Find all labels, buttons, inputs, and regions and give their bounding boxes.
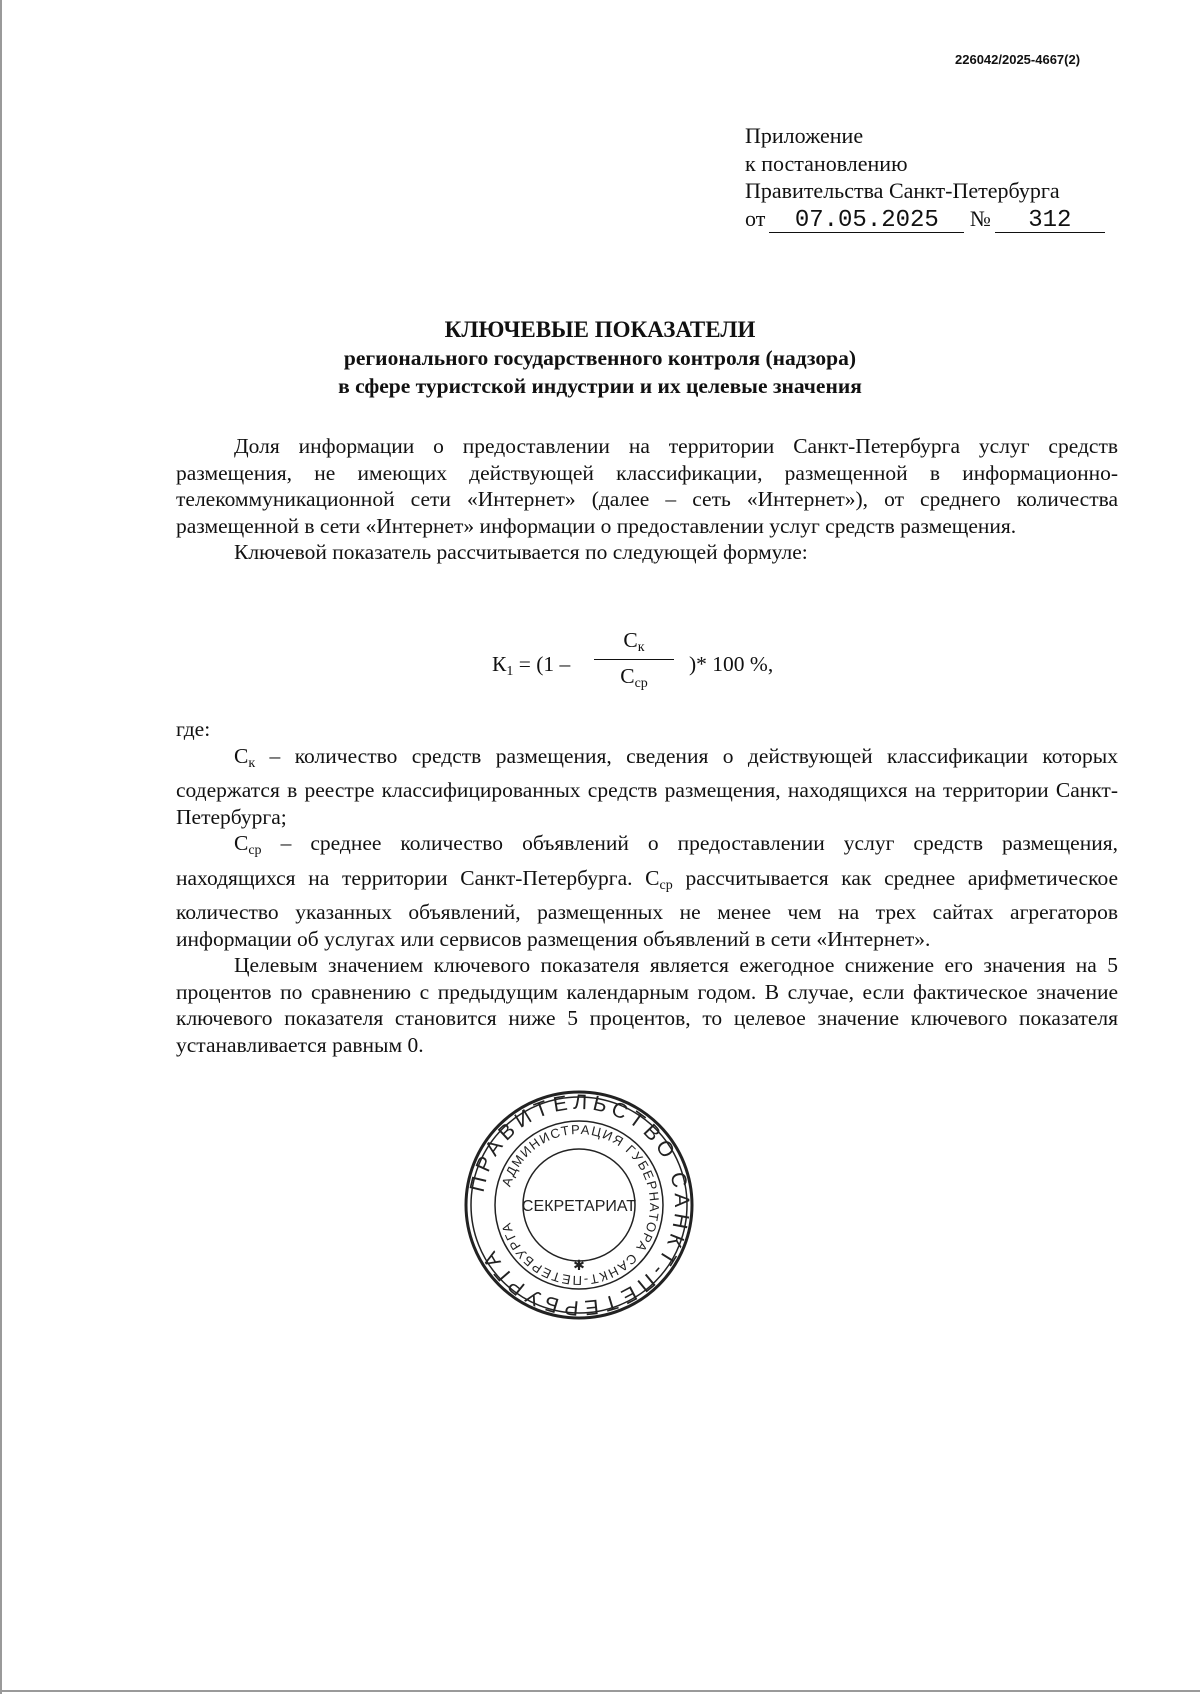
seal-center-text: СЕКРЕТАРИАТ bbox=[521, 1198, 637, 1215]
seal-star-icon: ✱ bbox=[573, 1257, 585, 1273]
formula-numerator: $С_к$ bbox=[623, 628, 645, 655]
paragraph-formula-intro: Ключевой показатель рассчитывается по следующей формуле: bbox=[234, 540, 808, 564]
resolution-number: 312 bbox=[995, 210, 1105, 233]
from-label: от bbox=[745, 205, 766, 231]
appendix-line-1: Приложение bbox=[745, 123, 864, 148]
official-seal bbox=[464, 1090, 694, 1320]
formula-right-side: )* 100 %, bbox=[689, 652, 774, 676]
scan-edge-left bbox=[0, 0, 2, 1694]
seal-outer-text: ПРАВИТЕЛЬСТВО САНКТ-ПЕТЕРБУРГА bbox=[465, 1090, 694, 1320]
scan-edge-bottom bbox=[0, 1690, 1200, 1692]
formula-denominator: $С_{ср}$ bbox=[620, 664, 648, 691]
where-label: где: bbox=[176, 717, 211, 741]
number-label: № bbox=[969, 205, 991, 231]
title-line-1: КЛЮЧЕВЫЕ ПОКАЗАТЕЛИ bbox=[444, 317, 756, 342]
body-bottom bbox=[176, 716, 1118, 1058]
seal-inner-text: АДМИНИСТРАЦИЯ ГУБЕРНАТОРА САНКТ-ПЕТЕРБУРГА bbox=[498, 1121, 663, 1289]
document-title bbox=[0, 316, 1200, 400]
paragraph-ck: $С_к$ – количество средств размещения, сведения о действующей классификации которых содержатся в реестре классифицированных средств размещения, находящихся на территории Санкт-Петербурга; bbox=[176, 743, 1118, 829]
title-line-3: в сфере туристской индустрии и их целевые значения bbox=[338, 374, 862, 398]
formula-left-side: $К_1 = (1$ – bbox=[492, 652, 571, 679]
appendix-line-2: к постановлению bbox=[745, 150, 908, 176]
resolution-date: 07.05.2025 bbox=[769, 210, 964, 233]
formula-fraction bbox=[594, 625, 674, 700]
document-number: 226042/2025-4667(2) bbox=[955, 52, 1081, 67]
appendix-line-3: Правительства Санкт-Петербурга bbox=[745, 178, 1060, 203]
paragraph-target-value: Целевым значением ключевого показателя является ежегодное снижение его значения на 5 процентов по сравнению с предыдущим календарным годом. В случае, если фактическое значение ключевого показателя становится ниже 5 процентов, то целевое значение ключевого показателя устанавливается равным 0. bbox=[176, 953, 1118, 1057]
title-line-2: регионального государственного контроля (надзора) bbox=[343, 346, 857, 370]
appendix-block bbox=[745, 122, 1105, 233]
paragraph-definition: Доля информации о предоставлении на территории Санкт-Петербурга услуг средств размещения, не имеющих действующей классификации, размещенной в информационно-телекоммуникационной сети «Интернет» (далее – сеть «Интернет»), от среднего количества размещенной в сети «Интернет» информации о предоставлении услуг средств размещения. bbox=[176, 434, 1118, 538]
body-top bbox=[176, 433, 1118, 566]
paragraph-ccp: $С_{ср}$ – среднее количество объявлений о предоставлении услуг средств размещения, находящихся на территории Санкт-Петербурга. $С_{ср}$ рассчитывается как среднее арифметическое количество указанных объявлений, размещенных не менее чем на трех сайтах агрегаторов информации об услугах или сервисов размещения объявлений в сети «Интернет». bbox=[176, 831, 1118, 951]
appendix-date-line bbox=[745, 205, 1105, 233]
